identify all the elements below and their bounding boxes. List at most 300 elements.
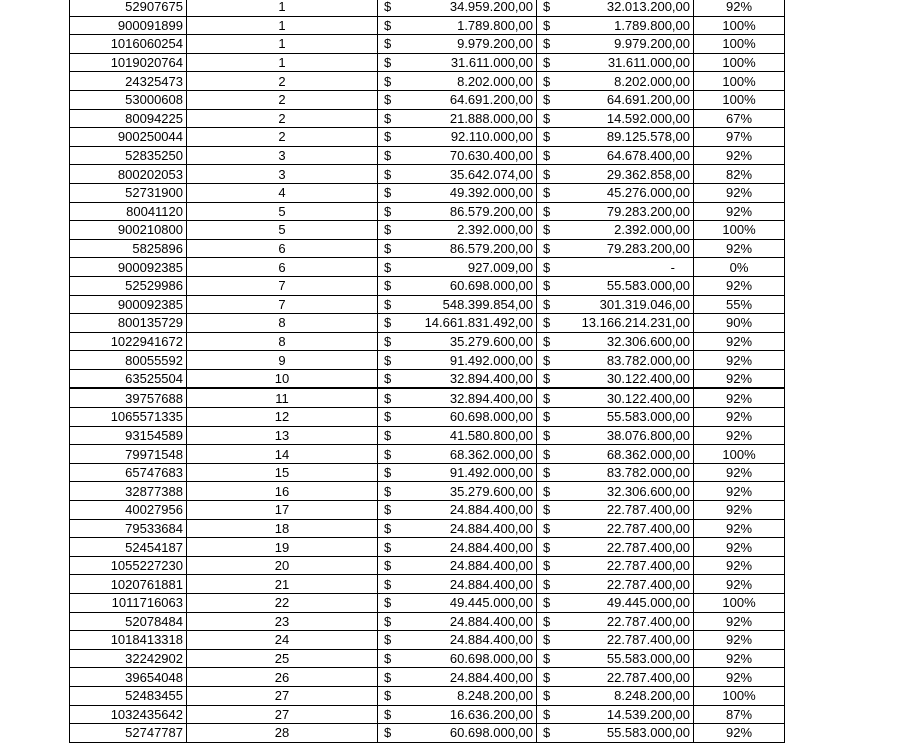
- count-cell[interactable]: 1: [187, 0, 378, 16]
- currency-symbol-cell[interactable]: $: [537, 426, 558, 445]
- percent-cell[interactable]: 90%: [694, 314, 785, 333]
- count-cell[interactable]: 8: [187, 332, 378, 351]
- amount-paid-cell[interactable]: 83.782.000,00: [558, 351, 694, 370]
- amount-cell[interactable]: 35.642.074,00: [400, 165, 537, 184]
- amount-paid-cell[interactable]: 22.787.400,00: [558, 501, 694, 520]
- percent-cell[interactable]: 92%: [694, 332, 785, 351]
- amount-cell[interactable]: 1.789.800,00: [400, 16, 537, 35]
- count-cell[interactable]: 1: [187, 16, 378, 35]
- amount-paid-cell[interactable]: 22.787.400,00: [558, 575, 694, 594]
- currency-symbol-cell[interactable]: $: [378, 295, 400, 314]
- currency-symbol-cell[interactable]: $: [537, 594, 558, 613]
- currency-symbol-cell[interactable]: $: [537, 519, 558, 538]
- amount-paid-cell[interactable]: 55.583.000,00: [558, 724, 694, 743]
- percent-cell[interactable]: 92%: [694, 183, 785, 202]
- currency-symbol-cell[interactable]: $: [537, 72, 558, 91]
- amount-cell[interactable]: 35.279.600,00: [400, 332, 537, 351]
- amount-cell[interactable]: 2.392.000,00: [400, 221, 537, 240]
- amount-paid-cell[interactable]: 30.122.400,00: [558, 369, 694, 388]
- amount-cell[interactable]: 86.579.200,00: [400, 202, 537, 221]
- amount-cell[interactable]: 24.884.400,00: [400, 575, 537, 594]
- amount-paid-cell[interactable]: 29.362.858,00: [558, 165, 694, 184]
- amount-paid-cell[interactable]: 13.166.214.231,00: [558, 314, 694, 333]
- currency-symbol-cell[interactable]: $: [537, 482, 558, 501]
- percent-cell[interactable]: 92%: [694, 408, 785, 427]
- count-cell[interactable]: 16: [187, 482, 378, 501]
- id-cell[interactable]: 24325473: [70, 72, 187, 91]
- count-cell[interactable]: 10: [187, 369, 378, 388]
- amount-paid-cell[interactable]: 32.306.600,00: [558, 482, 694, 501]
- percent-cell[interactable]: 100%: [694, 72, 785, 91]
- amount-cell[interactable]: 41.580.800,00: [400, 426, 537, 445]
- percent-cell[interactable]: 100%: [694, 221, 785, 240]
- currency-symbol-cell[interactable]: $: [378, 53, 400, 72]
- amount-paid-cell[interactable]: -: [558, 258, 694, 277]
- count-cell[interactable]: 5: [187, 221, 378, 240]
- id-cell[interactable]: 5825896: [70, 239, 187, 258]
- percent-cell[interactable]: 100%: [694, 16, 785, 35]
- count-cell[interactable]: 22: [187, 594, 378, 613]
- currency-symbol-cell[interactable]: $: [537, 538, 558, 557]
- amount-paid-cell[interactable]: 8.248.200,00: [558, 686, 694, 705]
- id-cell[interactable]: 32877388: [70, 482, 187, 501]
- currency-symbol-cell[interactable]: $: [537, 146, 558, 165]
- percent-cell[interactable]: 92%: [694, 202, 785, 221]
- percent-cell[interactable]: 87%: [694, 705, 785, 724]
- currency-symbol-cell[interactable]: $: [537, 165, 558, 184]
- percent-cell[interactable]: 92%: [694, 0, 785, 16]
- currency-symbol-cell[interactable]: $: [537, 183, 558, 202]
- amount-cell[interactable]: 60.698.000,00: [400, 649, 537, 668]
- table-row: [70, 202, 785, 221]
- currency-symbol-cell[interactable]: $: [378, 146, 400, 165]
- count-cell[interactable]: 19: [187, 538, 378, 557]
- percent-cell[interactable]: 92%: [694, 351, 785, 370]
- table-body: [70, 0, 785, 742]
- amount-cell[interactable]: 24.884.400,00: [400, 538, 537, 557]
- amount-paid-cell[interactable]: 22.787.400,00: [558, 538, 694, 557]
- count-cell[interactable]: 26: [187, 668, 378, 687]
- percent-cell[interactable]: 92%: [694, 668, 785, 687]
- currency-symbol-cell[interactable]: $: [537, 631, 558, 650]
- percent-cell[interactable]: 92%: [694, 369, 785, 388]
- currency-symbol-cell[interactable]: $: [378, 351, 400, 370]
- amount-cell[interactable]: 548.399.854,00: [400, 295, 537, 314]
- id-cell[interactable]: 52731900: [70, 183, 187, 202]
- percent-cell[interactable]: 100%: [694, 35, 785, 54]
- currency-symbol-cell[interactable]: $: [537, 16, 558, 35]
- table-row: [70, 388, 785, 407]
- amount-cell[interactable]: 60.698.000,00: [400, 408, 537, 427]
- percent-cell[interactable]: 92%: [694, 612, 785, 631]
- count-cell[interactable]: 2: [187, 128, 378, 147]
- id-cell[interactable]: 79971548: [70, 445, 187, 464]
- currency-symbol-cell[interactable]: $: [378, 612, 400, 631]
- table-row: [70, 314, 785, 333]
- amount-cell[interactable]: 60.698.000,00: [400, 276, 537, 295]
- table-row: [70, 724, 785, 743]
- amount-paid-cell[interactable]: 55.583.000,00: [558, 276, 694, 295]
- count-cell[interactable]: 23: [187, 612, 378, 631]
- count-cell[interactable]: 14: [187, 445, 378, 464]
- currency-symbol-cell[interactable]: $: [537, 332, 558, 351]
- id-cell[interactable]: 52483455: [70, 686, 187, 705]
- currency-symbol-cell[interactable]: $: [537, 668, 558, 687]
- amount-cell[interactable]: 24.884.400,00: [400, 501, 537, 520]
- amount-cell[interactable]: 68.362.000,00: [400, 445, 537, 464]
- currency-symbol-cell[interactable]: $: [378, 183, 400, 202]
- amount-cell[interactable]: 31.611.000,00: [400, 53, 537, 72]
- count-cell[interactable]: 1: [187, 35, 378, 54]
- table-row: [70, 0, 785, 16]
- percent-cell[interactable]: 92%: [694, 463, 785, 482]
- percent-cell[interactable]: 92%: [694, 575, 785, 594]
- amount-cell[interactable]: 21.888.000,00: [400, 109, 537, 128]
- amount-paid-cell[interactable]: 22.787.400,00: [558, 519, 694, 538]
- currency-symbol-cell[interactable]: $: [378, 705, 400, 724]
- percent-cell[interactable]: 92%: [694, 239, 785, 258]
- currency-symbol-cell[interactable]: $: [378, 686, 400, 705]
- currency-symbol-cell[interactable]: $: [378, 631, 400, 650]
- count-cell[interactable]: 6: [187, 258, 378, 277]
- currency-symbol-cell[interactable]: $: [378, 314, 400, 333]
- currency-symbol-cell[interactable]: $: [378, 445, 400, 464]
- currency-symbol-cell[interactable]: $: [537, 705, 558, 724]
- table-row: [70, 165, 785, 184]
- table-row: [70, 556, 785, 575]
- currency-symbol-cell[interactable]: $: [537, 388, 558, 407]
- amount-paid-cell[interactable]: 55.583.000,00: [558, 408, 694, 427]
- amount-paid-cell[interactable]: 89.125.578,00: [558, 128, 694, 147]
- percent-cell[interactable]: 67%: [694, 109, 785, 128]
- id-cell[interactable]: 52747787: [70, 724, 187, 743]
- amount-cell[interactable]: 91.492.000,00: [400, 463, 537, 482]
- id-cell[interactable]: 52078484: [70, 612, 187, 631]
- table-row: [70, 426, 785, 445]
- id-cell[interactable]: 80055592: [70, 351, 187, 370]
- currency-symbol-cell[interactable]: $: [537, 612, 558, 631]
- table-row: [70, 276, 785, 295]
- currency-symbol-cell[interactable]: $: [378, 388, 400, 407]
- amount-paid-cell[interactable]: 14.539.200,00: [558, 705, 694, 724]
- currency-symbol-cell[interactable]: $: [537, 351, 558, 370]
- count-cell[interactable]: 13: [187, 426, 378, 445]
- percent-cell[interactable]: 92%: [694, 482, 785, 501]
- table-row: [70, 408, 785, 427]
- percent-cell[interactable]: 0%: [694, 258, 785, 277]
- id-cell[interactable]: 80094225: [70, 109, 187, 128]
- currency-symbol-cell[interactable]: $: [378, 239, 400, 258]
- amount-cell[interactable]: 92.110.000,00: [400, 128, 537, 147]
- count-cell[interactable]: 24: [187, 631, 378, 650]
- id-cell[interactable]: 40027956: [70, 501, 187, 520]
- currency-symbol-cell[interactable]: $: [537, 463, 558, 482]
- amount-paid-cell[interactable]: 2.392.000,00: [558, 221, 694, 240]
- amount-cell[interactable]: 16.636.200,00: [400, 705, 537, 724]
- count-cell[interactable]: 6: [187, 239, 378, 258]
- amount-cell[interactable]: 24.884.400,00: [400, 556, 537, 575]
- currency-symbol-cell[interactable]: $: [378, 72, 400, 91]
- amount-cell[interactable]: 49.392.000,00: [400, 183, 537, 202]
- amount-cell[interactable]: 24.884.400,00: [400, 612, 537, 631]
- count-cell[interactable]: 28: [187, 724, 378, 743]
- count-cell[interactable]: 27: [187, 686, 378, 705]
- percent-cell[interactable]: 92%: [694, 146, 785, 165]
- currency-symbol-cell[interactable]: $: [378, 724, 400, 743]
- percent-cell[interactable]: 55%: [694, 295, 785, 314]
- count-cell[interactable]: 11: [187, 388, 378, 407]
- amount-paid-cell[interactable]: 14.592.000,00: [558, 109, 694, 128]
- amount-cell[interactable]: 49.445.000,00: [400, 594, 537, 613]
- amount-cell[interactable]: 24.884.400,00: [400, 668, 537, 687]
- amount-paid-cell[interactable]: 49.445.000,00: [558, 594, 694, 613]
- percent-cell[interactable]: 92%: [694, 388, 785, 407]
- percent-cell[interactable]: 92%: [694, 426, 785, 445]
- amount-paid-cell[interactable]: 22.787.400,00: [558, 668, 694, 687]
- id-cell[interactable]: 900250044: [70, 128, 187, 147]
- currency-symbol-cell[interactable]: $: [378, 426, 400, 445]
- id-cell[interactable]: 53000608: [70, 90, 187, 109]
- id-cell[interactable]: 39757688: [70, 388, 187, 407]
- currency-symbol-cell[interactable]: $: [537, 128, 558, 147]
- amount-paid-cell[interactable]: 32.013.200,00: [558, 0, 694, 16]
- currency-symbol-cell[interactable]: $: [378, 575, 400, 594]
- percent-cell[interactable]: 100%: [694, 53, 785, 72]
- count-cell[interactable]: 12: [187, 408, 378, 427]
- currency-symbol-cell[interactable]: $: [537, 202, 558, 221]
- count-cell[interactable]: 2: [187, 109, 378, 128]
- percent-cell[interactable]: 92%: [694, 538, 785, 557]
- amount-cell[interactable]: 14.661.831.492,00: [400, 314, 537, 333]
- id-cell[interactable]: 900210800: [70, 221, 187, 240]
- count-cell[interactable]: 25: [187, 649, 378, 668]
- count-cell[interactable]: 3: [187, 165, 378, 184]
- count-cell[interactable]: 3: [187, 146, 378, 165]
- currency-symbol-cell[interactable]: $: [537, 258, 558, 277]
- amount-cell[interactable]: 32.894.400,00: [400, 369, 537, 388]
- count-cell[interactable]: 2: [187, 72, 378, 91]
- percent-cell[interactable]: 92%: [694, 556, 785, 575]
- currency-symbol-cell[interactable]: $: [378, 482, 400, 501]
- amount-cell[interactable]: 24.884.400,00: [400, 631, 537, 650]
- id-cell[interactable]: 39654048: [70, 668, 187, 687]
- currency-symbol-cell[interactable]: $: [378, 109, 400, 128]
- currency-symbol-cell[interactable]: $: [537, 556, 558, 575]
- currency-symbol-cell[interactable]: $: [537, 649, 558, 668]
- percent-cell[interactable]: 82%: [694, 165, 785, 184]
- count-cell[interactable]: 5: [187, 202, 378, 221]
- count-cell[interactable]: 18: [187, 519, 378, 538]
- amount-paid-cell[interactable]: 8.202.000,00: [558, 72, 694, 91]
- currency-symbol-cell[interactable]: $: [378, 16, 400, 35]
- amount-cell[interactable]: 35.279.600,00: [400, 482, 537, 501]
- table-row: [70, 631, 785, 650]
- amount-paid-cell[interactable]: 45.276.000,00: [558, 183, 694, 202]
- amount-cell[interactable]: 86.579.200,00: [400, 239, 537, 258]
- table-row: [70, 221, 785, 240]
- currency-symbol-cell[interactable]: $: [378, 538, 400, 557]
- percent-cell[interactable]: 92%: [694, 724, 785, 743]
- id-cell[interactable]: 1020761881: [70, 575, 187, 594]
- amount-cell[interactable]: 60.698.000,00: [400, 724, 537, 743]
- currency-symbol-cell[interactable]: $: [378, 0, 400, 16]
- count-cell[interactable]: 27: [187, 705, 378, 724]
- currency-symbol-cell[interactable]: $: [537, 239, 558, 258]
- percent-cell[interactable]: 92%: [694, 631, 785, 650]
- currency-symbol-cell[interactable]: $: [378, 369, 400, 388]
- currency-symbol-cell[interactable]: $: [537, 35, 558, 54]
- currency-symbol-cell[interactable]: $: [378, 165, 400, 184]
- count-cell[interactable]: 7: [187, 276, 378, 295]
- percent-cell[interactable]: 100%: [694, 594, 785, 613]
- percent-cell[interactable]: 92%: [694, 276, 785, 295]
- count-cell[interactable]: 9: [187, 351, 378, 370]
- amount-paid-cell[interactable]: 30.122.400,00: [558, 388, 694, 407]
- currency-symbol-cell[interactable]: $: [378, 221, 400, 240]
- id-cell[interactable]: 1011716063: [70, 594, 187, 613]
- id-cell[interactable]: 32242902: [70, 649, 187, 668]
- table-row: [70, 705, 785, 724]
- amount-paid-cell[interactable]: 31.611.000,00: [558, 53, 694, 72]
- currency-symbol-cell[interactable]: $: [537, 221, 558, 240]
- count-cell[interactable]: 21: [187, 575, 378, 594]
- currency-symbol-cell[interactable]: $: [378, 90, 400, 109]
- amount-paid-cell[interactable]: 79.283.200,00: [558, 202, 694, 221]
- amount-cell[interactable]: 9.979.200,00: [400, 35, 537, 54]
- id-cell[interactable]: 65747683: [70, 463, 187, 482]
- table-row: [70, 575, 785, 594]
- id-cell[interactable]: 63525504: [70, 369, 187, 388]
- amount-cell[interactable]: 64.691.200,00: [400, 90, 537, 109]
- count-cell[interactable]: 7: [187, 295, 378, 314]
- table-row: [70, 538, 785, 557]
- currency-symbol-cell[interactable]: $: [537, 369, 558, 388]
- currency-symbol-cell[interactable]: $: [378, 501, 400, 520]
- currency-symbol-cell[interactable]: $: [537, 276, 558, 295]
- currency-symbol-cell[interactable]: $: [537, 314, 558, 333]
- amount-paid-cell[interactable]: 38.076.800,00: [558, 426, 694, 445]
- amount-paid-cell[interactable]: 83.782.000,00: [558, 463, 694, 482]
- currency-symbol-cell[interactable]: $: [378, 128, 400, 147]
- amount-paid-cell[interactable]: 22.787.400,00: [558, 612, 694, 631]
- amount-cell[interactable]: 24.884.400,00: [400, 519, 537, 538]
- amount-cell[interactable]: 8.202.000,00: [400, 72, 537, 91]
- currency-symbol-cell[interactable]: $: [378, 649, 400, 668]
- percent-cell[interactable]: 97%: [694, 128, 785, 147]
- table-row: [70, 612, 785, 631]
- currency-symbol-cell[interactable]: $: [378, 668, 400, 687]
- amount-cell[interactable]: 8.248.200,00: [400, 686, 537, 705]
- currency-symbol-cell[interactable]: $: [378, 594, 400, 613]
- id-cell[interactable]: 1022941672: [70, 332, 187, 351]
- table-row: [70, 53, 785, 72]
- currency-symbol-cell[interactable]: $: [378, 202, 400, 221]
- id-cell[interactable]: 52907675: [70, 0, 187, 16]
- count-cell[interactable]: 15: [187, 463, 378, 482]
- id-cell[interactable]: 800202053: [70, 165, 187, 184]
- amount-cell[interactable]: 927.009,00: [400, 258, 537, 277]
- currency-symbol-cell[interactable]: $: [378, 463, 400, 482]
- currency-symbol-cell[interactable]: $: [537, 686, 558, 705]
- id-cell[interactable]: 900092385: [70, 258, 187, 277]
- id-cell[interactable]: 1018413318: [70, 631, 187, 650]
- id-cell[interactable]: 1019020764: [70, 53, 187, 72]
- id-cell[interactable]: 1016060254: [70, 35, 187, 54]
- amount-paid-cell[interactable]: 22.787.400,00: [558, 556, 694, 575]
- amount-paid-cell[interactable]: 64.691.200,00: [558, 90, 694, 109]
- currency-symbol-cell[interactable]: $: [537, 109, 558, 128]
- currency-symbol-cell[interactable]: $: [537, 724, 558, 743]
- id-cell[interactable]: 800135729: [70, 314, 187, 333]
- percent-cell[interactable]: 92%: [694, 649, 785, 668]
- amount-paid-cell[interactable]: 22.787.400,00: [558, 631, 694, 650]
- amount-paid-cell[interactable]: 301.319.046,00: [558, 295, 694, 314]
- currency-symbol-cell[interactable]: $: [378, 332, 400, 351]
- amount-paid-cell[interactable]: 55.583.000,00: [558, 649, 694, 668]
- currency-symbol-cell[interactable]: $: [537, 0, 558, 16]
- amount-cell[interactable]: 70.630.400,00: [400, 146, 537, 165]
- id-cell[interactable]: 1065571335: [70, 408, 187, 427]
- percent-cell[interactable]: 92%: [694, 501, 785, 520]
- currency-symbol-cell[interactable]: $: [378, 276, 400, 295]
- currency-symbol-cell[interactable]: $: [378, 408, 400, 427]
- id-cell[interactable]: 1055227230: [70, 556, 187, 575]
- id-cell[interactable]: 93154589: [70, 426, 187, 445]
- spreadsheet-table: [69, 0, 785, 743]
- table-row: [70, 649, 785, 668]
- amount-paid-cell[interactable]: 32.306.600,00: [558, 332, 694, 351]
- amount-paid-cell[interactable]: 9.979.200,00: [558, 35, 694, 54]
- currency-symbol-cell[interactable]: $: [537, 53, 558, 72]
- id-cell[interactable]: 900091899: [70, 16, 187, 35]
- currency-symbol-cell[interactable]: $: [537, 295, 558, 314]
- currency-symbol-cell[interactable]: $: [378, 35, 400, 54]
- id-cell[interactable]: 900092385: [70, 295, 187, 314]
- currency-symbol-cell[interactable]: $: [378, 258, 400, 277]
- amount-cell[interactable]: 91.492.000,00: [400, 351, 537, 370]
- count-cell[interactable]: 1: [187, 53, 378, 72]
- percent-cell[interactable]: 100%: [694, 90, 785, 109]
- id-cell[interactable]: 52529986: [70, 276, 187, 295]
- id-cell[interactable]: 52835250: [70, 146, 187, 165]
- id-cell[interactable]: 80041120: [70, 202, 187, 221]
- currency-symbol-cell[interactable]: $: [378, 519, 400, 538]
- id-cell[interactable]: 79533684: [70, 519, 187, 538]
- percent-cell[interactable]: 100%: [694, 445, 785, 464]
- currency-symbol-cell[interactable]: $: [537, 575, 558, 594]
- percent-cell[interactable]: 100%: [694, 686, 785, 705]
- id-cell[interactable]: 1032435642: [70, 705, 187, 724]
- currency-symbol-cell[interactable]: $: [537, 445, 558, 464]
- count-cell[interactable]: 2: [187, 90, 378, 109]
- amount-paid-cell[interactable]: 79.283.200,00: [558, 239, 694, 258]
- count-cell[interactable]: 8: [187, 314, 378, 333]
- amount-paid-cell[interactable]: 64.678.400,00: [558, 146, 694, 165]
- percent-cell[interactable]: 92%: [694, 519, 785, 538]
- amount-cell[interactable]: 34.959.200,00: [400, 0, 537, 16]
- currency-symbol-cell[interactable]: $: [537, 501, 558, 520]
- count-cell[interactable]: 20: [187, 556, 378, 575]
- amount-paid-cell[interactable]: 68.362.000,00: [558, 445, 694, 464]
- currency-symbol-cell[interactable]: $: [378, 556, 400, 575]
- amount-paid-cell[interactable]: 1.789.800,00: [558, 16, 694, 35]
- count-cell[interactable]: 4: [187, 183, 378, 202]
- currency-symbol-cell[interactable]: $: [537, 90, 558, 109]
- count-cell[interactable]: 17: [187, 501, 378, 520]
- id-cell[interactable]: 52454187: [70, 538, 187, 557]
- currency-symbol-cell[interactable]: $: [537, 408, 558, 427]
- amount-cell[interactable]: 32.894.400,00: [400, 388, 537, 407]
